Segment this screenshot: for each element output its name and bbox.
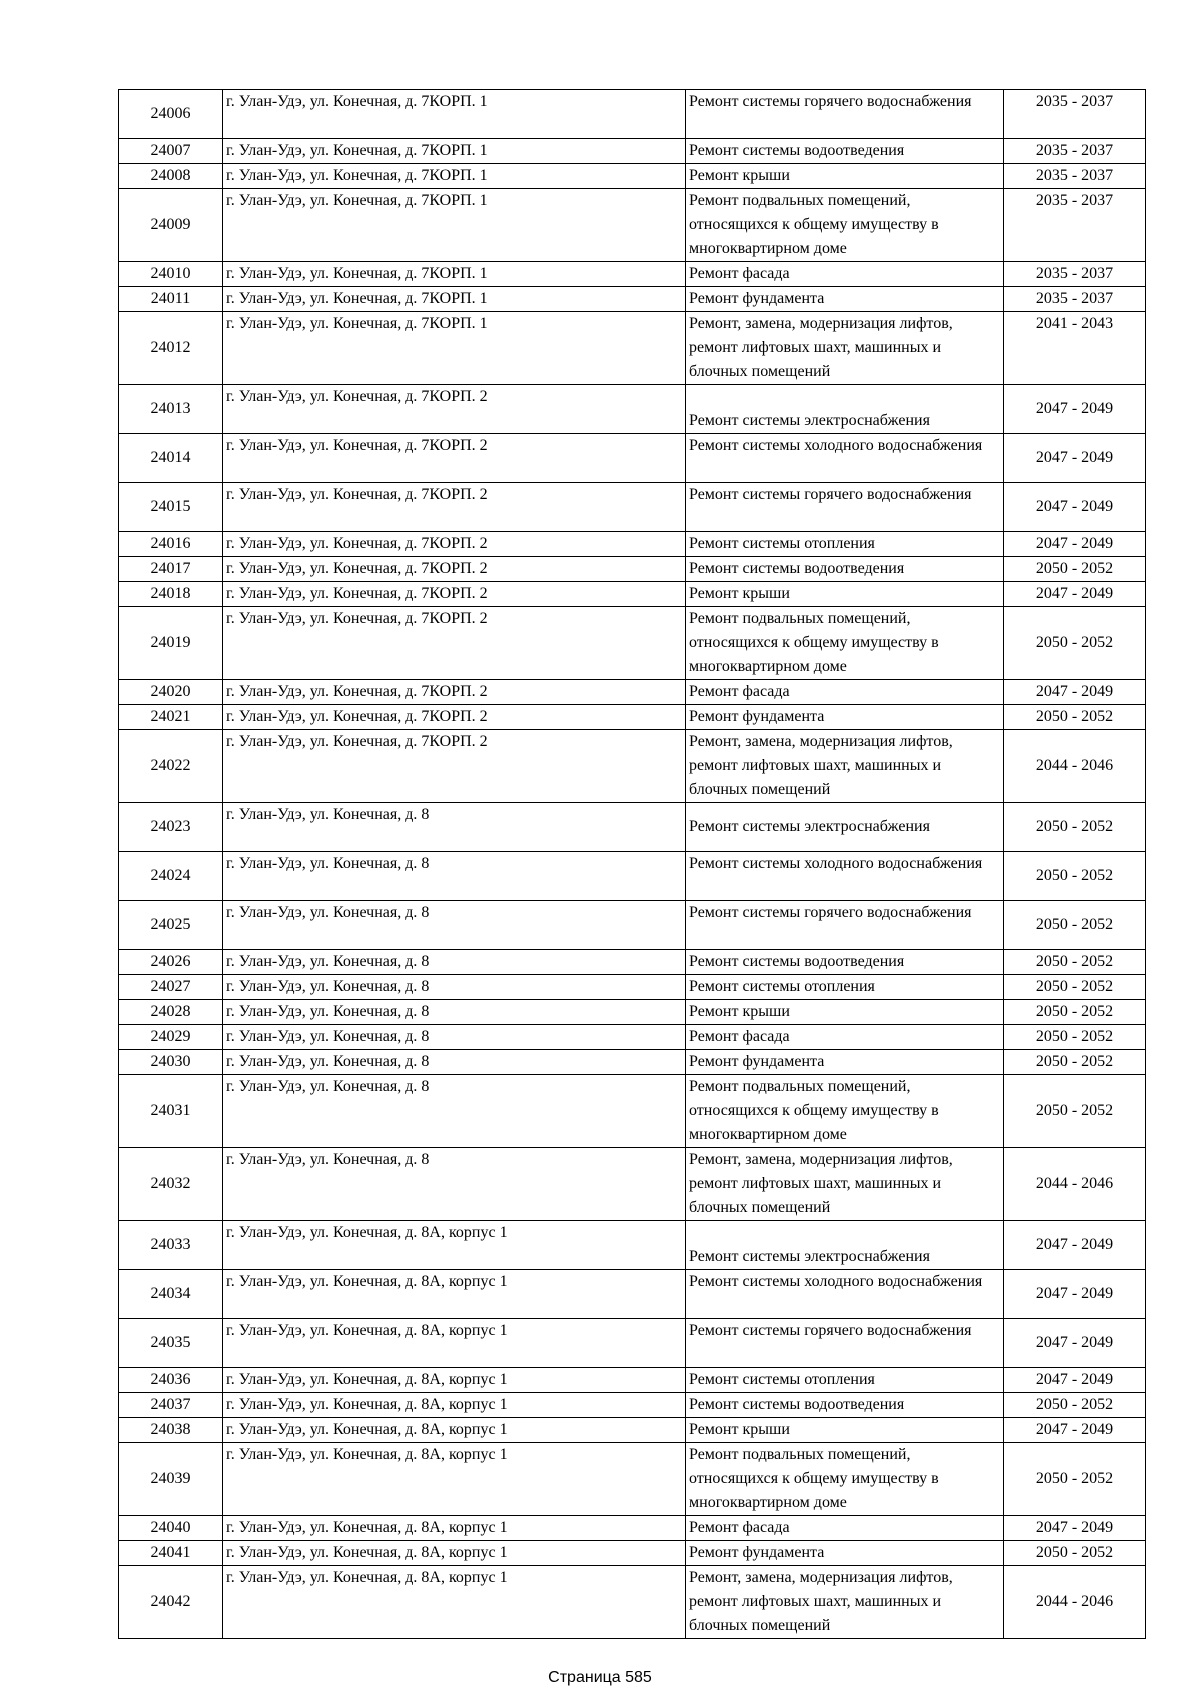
object-id-cell: 24018 xyxy=(119,582,223,607)
table-body xyxy=(119,90,1146,1639)
work-type-cell: Ремонт системы электроснабжения xyxy=(686,1221,1004,1270)
period-cell: 2050 - 2052 xyxy=(1004,1443,1146,1516)
work-type-cell: Ремонт фундамента xyxy=(686,705,1004,730)
address-cell: г. Улан-Удэ, ул. Конечная, д. 7КОРП. 2 xyxy=(223,434,686,483)
object-id-cell: 24030 xyxy=(119,1050,223,1075)
table-row xyxy=(119,680,1146,705)
period-cell: 2050 - 2052 xyxy=(1004,803,1146,852)
work-type-cell: Ремонт фундамента xyxy=(686,1050,1004,1075)
work-type-cell: Ремонт системы холодного водоснабжения xyxy=(686,852,1004,901)
table-row xyxy=(119,1319,1146,1368)
period-cell: 2041 - 2043 xyxy=(1004,312,1146,385)
work-type-cell: Ремонт системы водоотведения xyxy=(686,1393,1004,1418)
work-type-cell: Ремонт системы водоотведения xyxy=(686,557,1004,582)
object-id-cell: 24041 xyxy=(119,1541,223,1566)
work-type-cell: Ремонт системы отопления xyxy=(686,532,1004,557)
period-cell: 2044 - 2046 xyxy=(1004,1148,1146,1221)
object-id-cell: 24039 xyxy=(119,1443,223,1516)
object-id-cell: 24028 xyxy=(119,1000,223,1025)
period-cell: 2050 - 2052 xyxy=(1004,1393,1146,1418)
table-row xyxy=(119,139,1146,164)
work-type-cell: Ремонт системы горячего водоснабжения xyxy=(686,901,1004,950)
address-cell: г. Улан-Удэ, ул. Конечная, д. 8 xyxy=(223,1050,686,1075)
work-type-cell: Ремонт крыши xyxy=(686,582,1004,607)
table-row xyxy=(119,434,1146,483)
object-id-cell: 24033 xyxy=(119,1221,223,1270)
table-row xyxy=(119,803,1146,852)
address-cell: г. Улан-Удэ, ул. Конечная, д. 8 xyxy=(223,1000,686,1025)
table-row xyxy=(119,705,1146,730)
object-id-cell: 24021 xyxy=(119,705,223,730)
object-id-cell: 24038 xyxy=(119,1418,223,1443)
period-cell: 2047 - 2049 xyxy=(1004,385,1146,434)
table-row xyxy=(119,287,1146,312)
work-type-cell: Ремонт подвальных помещений, относящихся к общему имуществу в многоквартирном доме xyxy=(686,189,1004,262)
address-cell: г. Улан-Удэ, ул. Конечная, д. 8А, корпус 1 xyxy=(223,1418,686,1443)
work-type-cell: Ремонт системы горячего водоснабжения xyxy=(686,1319,1004,1368)
period-cell: 2050 - 2052 xyxy=(1004,901,1146,950)
period-cell: 2047 - 2049 xyxy=(1004,532,1146,557)
table-row xyxy=(119,1025,1146,1050)
object-id-cell: 24015 xyxy=(119,483,223,532)
table-row xyxy=(119,1516,1146,1541)
address-cell: г. Улан-Удэ, ул. Конечная, д. 8А, корпус 1 xyxy=(223,1393,686,1418)
work-type-cell: Ремонт системы горячего водоснабжения xyxy=(686,483,1004,532)
period-cell: 2050 - 2052 xyxy=(1004,1050,1146,1075)
address-cell: г. Улан-Удэ, ул. Конечная, д. 8А, корпус 1 xyxy=(223,1566,686,1639)
period-cell: 2035 - 2037 xyxy=(1004,139,1146,164)
table-row xyxy=(119,1221,1146,1270)
address-cell: г. Улан-Удэ, ул. Конечная, д. 8 xyxy=(223,950,686,975)
object-id-cell: 24031 xyxy=(119,1075,223,1148)
address-cell: г. Улан-Удэ, ул. Конечная, д. 7КОРП. 2 xyxy=(223,483,686,532)
period-cell: 2047 - 2049 xyxy=(1004,1368,1146,1393)
table-row xyxy=(119,1418,1146,1443)
table-row xyxy=(119,1443,1146,1516)
address-cell: г. Улан-Удэ, ул. Конечная, д. 8 xyxy=(223,1075,686,1148)
work-type-cell: Ремонт подвальных помещений, относящихся к общему имуществу в многоквартирном доме xyxy=(686,1075,1004,1148)
work-type-cell: Ремонт системы водоотведения xyxy=(686,139,1004,164)
object-id-cell: 24037 xyxy=(119,1393,223,1418)
work-type-cell: Ремонт системы холодного водоснабжения xyxy=(686,1270,1004,1319)
period-cell: 2050 - 2052 xyxy=(1004,975,1146,1000)
period-cell: 2035 - 2037 xyxy=(1004,164,1146,189)
object-id-cell: 24029 xyxy=(119,1025,223,1050)
work-type-cell: Ремонт фундамента xyxy=(686,1541,1004,1566)
address-cell: г. Улан-Удэ, ул. Конечная, д. 8 xyxy=(223,852,686,901)
object-id-cell: 24024 xyxy=(119,852,223,901)
work-type-cell: Ремонт крыши xyxy=(686,1000,1004,1025)
address-cell: г. Улан-Удэ, ул. Конечная, д. 8А, корпус 1 xyxy=(223,1541,686,1566)
table-row xyxy=(119,483,1146,532)
address-cell: г. Улан-Удэ, ул. Конечная, д. 8А, корпус 1 xyxy=(223,1516,686,1541)
period-cell: 2050 - 2052 xyxy=(1004,705,1146,730)
work-type-cell: Ремонт системы электроснабжения xyxy=(686,385,1004,434)
work-type-cell: Ремонт системы отопления xyxy=(686,1368,1004,1393)
work-type-cell: Ремонт, замена, модернизация лифтов, ремонт лифтовых шахт, машинных и блочных помещений xyxy=(686,1148,1004,1221)
work-type-cell: Ремонт крыши xyxy=(686,164,1004,189)
period-cell: 2047 - 2049 xyxy=(1004,1221,1146,1270)
work-type-cell: Ремонт системы водоотведения xyxy=(686,950,1004,975)
table-row xyxy=(119,1075,1146,1148)
object-id-cell: 24022 xyxy=(119,730,223,803)
period-cell: 2050 - 2052 xyxy=(1004,1025,1146,1050)
address-cell: г. Улан-Удэ, ул. Конечная, д. 7КОРП. 2 xyxy=(223,705,686,730)
object-id-cell: 24014 xyxy=(119,434,223,483)
address-cell: г. Улан-Удэ, ул. Конечная, д. 8А, корпус 1 xyxy=(223,1368,686,1393)
object-id-cell: 24008 xyxy=(119,164,223,189)
table-row xyxy=(119,312,1146,385)
table-row xyxy=(119,1050,1146,1075)
address-cell: г. Улан-Удэ, ул. Конечная, д. 8 xyxy=(223,803,686,852)
period-cell: 2047 - 2049 xyxy=(1004,582,1146,607)
table-row xyxy=(119,607,1146,680)
object-id-cell: 24016 xyxy=(119,532,223,557)
object-id-cell: 24020 xyxy=(119,680,223,705)
work-type-cell: Ремонт системы отопления xyxy=(686,975,1004,1000)
period-cell: 2047 - 2049 xyxy=(1004,1270,1146,1319)
table-row xyxy=(119,1000,1146,1025)
work-type-cell: Ремонт фасада xyxy=(686,1516,1004,1541)
object-id-cell: 24009 xyxy=(119,189,223,262)
object-id-cell: 24025 xyxy=(119,901,223,950)
table-row xyxy=(119,950,1146,975)
address-cell: г. Улан-Удэ, ул. Конечная, д. 7КОРП. 1 xyxy=(223,164,686,189)
period-cell: 2050 - 2052 xyxy=(1004,852,1146,901)
object-id-cell: 24017 xyxy=(119,557,223,582)
address-cell: г. Улан-Удэ, ул. Конечная, д. 8 xyxy=(223,901,686,950)
address-cell: г. Улан-Удэ, ул. Конечная, д. 8А, корпус 1 xyxy=(223,1221,686,1270)
table-row xyxy=(119,1393,1146,1418)
object-id-cell: 24006 xyxy=(119,90,223,139)
address-cell: г. Улан-Удэ, ул. Конечная, д. 8 xyxy=(223,975,686,1000)
period-cell: 2047 - 2049 xyxy=(1004,483,1146,532)
period-cell: 2050 - 2052 xyxy=(1004,1000,1146,1025)
period-cell: 2047 - 2049 xyxy=(1004,1516,1146,1541)
table-row xyxy=(119,189,1146,262)
address-cell: г. Улан-Удэ, ул. Конечная, д. 7КОРП. 2 xyxy=(223,557,686,582)
work-type-cell: Ремонт фасада xyxy=(686,1025,1004,1050)
address-cell: г. Улан-Удэ, ул. Конечная, д. 8А, корпус 1 xyxy=(223,1270,686,1319)
period-cell: 2035 - 2037 xyxy=(1004,189,1146,262)
work-type-cell: Ремонт системы горячего водоснабжения xyxy=(686,90,1004,139)
address-cell: г. Улан-Удэ, ул. Конечная, д. 8А, корпус 1 xyxy=(223,1319,686,1368)
object-id-cell: 24012 xyxy=(119,312,223,385)
object-id-cell: 24010 xyxy=(119,262,223,287)
work-type-cell: Ремонт фасада xyxy=(686,680,1004,705)
object-id-cell: 24042 xyxy=(119,1566,223,1639)
period-cell: 2044 - 2046 xyxy=(1004,1566,1146,1639)
table-row xyxy=(119,1148,1146,1221)
address-cell: г. Улан-Удэ, ул. Конечная, д. 7КОРП. 2 xyxy=(223,730,686,803)
period-cell: 2047 - 2049 xyxy=(1004,1418,1146,1443)
table-row xyxy=(119,385,1146,434)
work-type-cell: Ремонт системы холодного водоснабжения xyxy=(686,434,1004,483)
object-id-cell: 24026 xyxy=(119,950,223,975)
table-row xyxy=(119,975,1146,1000)
work-type-cell: Ремонт, замена, модернизация лифтов, ремонт лифтовых шахт, машинных и блочных помещений xyxy=(686,312,1004,385)
period-cell: 2035 - 2037 xyxy=(1004,262,1146,287)
table-row xyxy=(119,1541,1146,1566)
page-number: Страница 585 xyxy=(548,1669,652,1686)
period-cell: 2047 - 2049 xyxy=(1004,434,1146,483)
period-cell: 2035 - 2037 xyxy=(1004,287,1146,312)
address-cell: г. Улан-Удэ, ул. Конечная, д. 8 xyxy=(223,1148,686,1221)
period-cell: 2050 - 2052 xyxy=(1004,557,1146,582)
work-type-cell: Ремонт, замена, модернизация лифтов, ремонт лифтовых шахт, машинных и блочных помещений xyxy=(686,1566,1004,1639)
table-row xyxy=(119,557,1146,582)
table-row xyxy=(119,852,1146,901)
repair-schedule-table xyxy=(118,89,1146,1639)
object-id-cell: 24023 xyxy=(119,803,223,852)
work-type-cell: Ремонт подвальных помещений, относящихся к общему имуществу в многоквартирном доме xyxy=(686,1443,1004,1516)
address-cell: г. Улан-Удэ, ул. Конечная, д. 7КОРП. 2 xyxy=(223,582,686,607)
period-cell: 2035 - 2037 xyxy=(1004,90,1146,139)
object-id-cell: 24035 xyxy=(119,1319,223,1368)
work-type-cell: Ремонт подвальных помещений, относящихся к общему имуществу в многоквартирном доме xyxy=(686,607,1004,680)
work-type-cell: Ремонт, замена, модернизация лифтов, ремонт лифтовых шахт, машинных и блочных помещений xyxy=(686,730,1004,803)
address-cell: г. Улан-Удэ, ул. Конечная, д. 7КОРП. 1 xyxy=(223,189,686,262)
period-cell: 2050 - 2052 xyxy=(1004,1075,1146,1148)
table-row xyxy=(119,262,1146,287)
address-cell: г. Улан-Удэ, ул. Конечная, д. 7КОРП. 2 xyxy=(223,680,686,705)
work-type-cell: Ремонт фундамента xyxy=(686,287,1004,312)
address-cell: г. Улан-Удэ, ул. Конечная, д. 7КОРП. 1 xyxy=(223,139,686,164)
table-row xyxy=(119,1566,1146,1639)
address-cell: г. Улан-Удэ, ул. Конечная, д. 7КОРП. 2 xyxy=(223,607,686,680)
period-cell: 2050 - 2052 xyxy=(1004,1541,1146,1566)
period-cell: 2047 - 2049 xyxy=(1004,1319,1146,1368)
address-cell: г. Улан-Удэ, ул. Конечная, д. 7КОРП. 1 xyxy=(223,287,686,312)
work-type-cell: Ремонт крыши xyxy=(686,1418,1004,1443)
period-cell: 2050 - 2052 xyxy=(1004,950,1146,975)
period-cell: 2047 - 2049 xyxy=(1004,680,1146,705)
work-type-cell: Ремонт системы электроснабжения xyxy=(686,803,1004,852)
object-id-cell: 24013 xyxy=(119,385,223,434)
period-cell: 2050 - 2052 xyxy=(1004,607,1146,680)
table-row xyxy=(119,164,1146,189)
object-id-cell: 24027 xyxy=(119,975,223,1000)
address-cell: г. Улан-Удэ, ул. Конечная, д. 7КОРП. 2 xyxy=(223,385,686,434)
table-row xyxy=(119,730,1146,803)
table-row xyxy=(119,1368,1146,1393)
work-type-cell: Ремонт фасада xyxy=(686,262,1004,287)
table-row xyxy=(119,901,1146,950)
address-cell: г. Улан-Удэ, ул. Конечная, д. 7КОРП. 1 xyxy=(223,262,686,287)
object-id-cell: 24007 xyxy=(119,139,223,164)
object-id-cell: 24032 xyxy=(119,1148,223,1221)
address-cell: г. Улан-Удэ, ул. Конечная, д. 8 xyxy=(223,1025,686,1050)
table-row xyxy=(119,90,1146,139)
address-cell: г. Улан-Удэ, ул. Конечная, д. 8А, корпус 1 xyxy=(223,1443,686,1516)
table-row xyxy=(119,532,1146,557)
table-row xyxy=(119,582,1146,607)
table-row xyxy=(119,1270,1146,1319)
address-cell: г. Улан-Удэ, ул. Конечная, д. 7КОРП. 2 xyxy=(223,532,686,557)
object-id-cell: 24040 xyxy=(119,1516,223,1541)
period-cell: 2044 - 2046 xyxy=(1004,730,1146,803)
object-id-cell: 24034 xyxy=(119,1270,223,1319)
object-id-cell: 24011 xyxy=(119,287,223,312)
address-cell: г. Улан-Удэ, ул. Конечная, д. 7КОРП. 1 xyxy=(223,90,686,139)
object-id-cell: 24019 xyxy=(119,607,223,680)
address-cell: г. Улан-Удэ, ул. Конечная, д. 7КОРП. 1 xyxy=(223,312,686,385)
object-id-cell: 24036 xyxy=(119,1368,223,1393)
